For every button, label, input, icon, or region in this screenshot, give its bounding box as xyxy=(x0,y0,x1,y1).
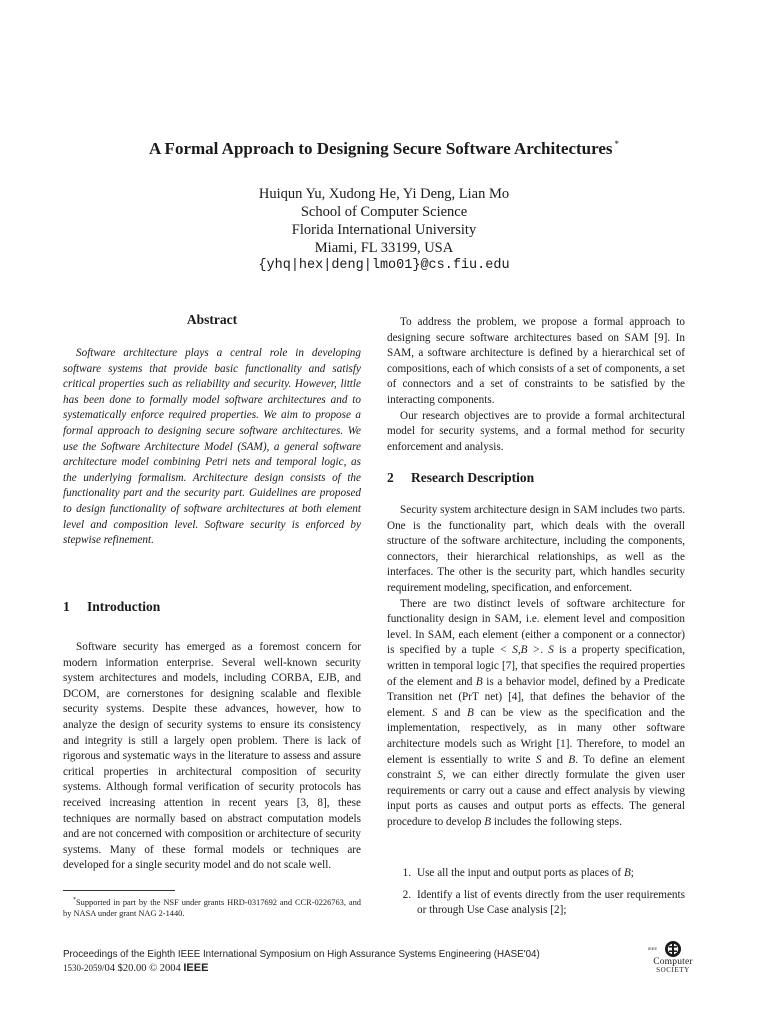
footnote-mark: * xyxy=(73,897,76,903)
research-body xyxy=(387,503,685,830)
abstract-heading: Abstract xyxy=(186,312,238,327)
footnote-rule xyxy=(63,890,175,891)
step-list xyxy=(387,866,685,925)
right-paragraph-2: Our research objectives are to provide a formal architectural model for security systems, and a formal method for security enforcement and analysis. xyxy=(387,409,685,453)
section-number: 1 xyxy=(63,599,70,614)
proceedings-line: Proceedings of the Eighth IEEE International Symposium on High Assurance Systems Engineering (HASE'04) xyxy=(63,949,540,960)
affiliation-line-1: School of Computer Science xyxy=(300,204,468,220)
copyright-line: 1530-2059/04 $20.00 © 2004 IEEE xyxy=(63,962,209,974)
tuple-math: < S,B > xyxy=(499,644,541,657)
research-paragraph-1: Security system architecture design in SAM includes two parts. One is the functionality part, which deals with the overall structure of the software architecture, including the components, connectors, their hierarchical relationships, as well as the interfaces. The other is the security part, which handles security requirement modeling, specification, and enforcement. xyxy=(387,504,685,594)
footnote-text: Supported in part by the NSF under grants HRD-0317692 and CCR-0226763, and by NASA under grant NAG 2-1440. xyxy=(63,897,361,919)
list-item: 1. Use all the input and output ports as places of B; xyxy=(402,867,634,879)
author-names: Huiqun Yu, Xudong He, Yi Deng, Lian Mo xyxy=(258,186,510,202)
research-paragraph-2: There are two distinct levels of software architecture for functionality design in SAM, i.e. element level and composition level. In SAM, each element (either a component or a connector) is specified by a tuple < S,B >. S is a property specification, written in temporal logic [7], that specifies the required properties of the element and B is a behavior model, defined by a Predicate Transition net (PrT net) [4], that defines the behavior of the element. S and B can be view as the specification and the implementation, respectively, as in many other software architecture models such as Wright [1]. Therefore, to model an element is essentially to write S and B. To define an element constraint S, we can either directly formulate the given user requirements or carry out a cause and effect analysis by viewing input ports as causes and output ports as effects. The general procedure to develop B includes the following steps. xyxy=(387,597,686,828)
right-paragraph-1: To address the problem, we propose a formal approach to designing secure software architectures based on SAM [9]. In SAM, a software architecture is defined by a hierarchical set of compositions, each of which consists of a set of components, a set of connectors and a set of constraints to be satisfied by the interacting components. xyxy=(387,316,685,406)
section-heading-research xyxy=(387,470,534,486)
author-block xyxy=(184,185,584,275)
abstract-text: Software architecture plays a central role in developing software systems that provide basic functionality and satisfy critical properties such as reliability and security. However, little has been done to formally model software architectures and to systematically enforce required properties. We aim to propose a formal approach to designing secure software architectures. We use the Software Architecture Model (SAM), a general software architecture model combining Petri nets and temporal logic, as the underlying formalism. Architecture design consists of the functionality part and the security part. Guidelines are proposed to design functionality of software architectures at both element level and composition level. Software security is enforced by stepwise refinement. xyxy=(63,347,361,547)
section-title: Introduction xyxy=(87,599,161,614)
list-item: 2. Identify a list of events directly from the user requirements or through Use Case analysis [2]; xyxy=(402,888,685,917)
footnote xyxy=(63,895,361,920)
paper-title xyxy=(60,133,708,160)
section-heading-introduction xyxy=(63,599,160,615)
affiliation-line-2: Florida International University xyxy=(291,222,477,238)
section-title: Research Description xyxy=(411,470,535,485)
introduction-body xyxy=(63,640,361,874)
author-email: {yhq|hex|deng|lmo01}@cs.fiu.edu xyxy=(258,258,510,273)
logo-text-society: SOCIETY xyxy=(656,966,690,974)
affiliation-line-3: Miami, FL 33199, USA xyxy=(314,240,454,256)
computer-society-emblem-icon xyxy=(664,940,682,958)
logo-text-computer: Computer xyxy=(653,957,693,967)
section-number: 2 xyxy=(387,470,394,485)
title-text: A Formal Approach to Designing Secure Software Architectures xyxy=(148,139,613,158)
right-intro-body xyxy=(387,315,685,455)
computer-society-logo: IEEE Computer SOCIETY xyxy=(642,940,704,980)
introduction-paragraph-1: Software security has emerged as a foremost concern for modern information enterprise. Several well-known security system architectures and models, including CORBA, EJB, and DCOM, are cornerstones for designing scalable and flexible security systems. Despite these advances, however, how to analyze the design of security systems to ensure its consistency and integrity is still a largely open problem. There is lack of rigorous and systematic ways in the literature to assess and assure critical properties in architectural composition of security systems. Although formal verification of security protocols has received increasing attention in recent years [3, 8], these techniques are normally based on abstract computation models and are not concerned with composition or architecture of security systems. Many of these formal models or techniques are developed for a single security model and do not scale well. xyxy=(63,641,361,872)
title-footnote-mark: * xyxy=(614,139,620,149)
